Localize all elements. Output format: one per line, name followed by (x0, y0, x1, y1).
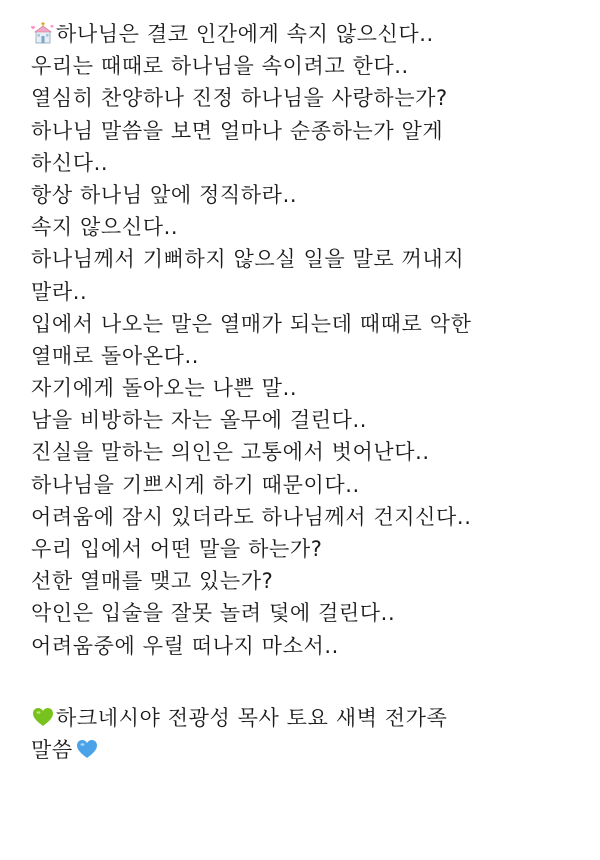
blue-heart-icon (75, 737, 99, 761)
text-line-8: 하나님께서 기뻐하지 않으실 일을 말로 꺼내지 (31, 247, 465, 272)
text-line-6: 항상 하나님 앞에 정직하라.. (31, 182, 298, 207)
credit-line-2 (31, 734, 586, 766)
note-text (31, 18, 586, 766)
text-line-5: 하신다.. (31, 150, 109, 175)
credit-line-text: 하크네시야 전광성 목사 토요 새벽 전가족 (56, 705, 448, 730)
text-line-20: 어려움중에 우릴 떠나지 마소서.. (31, 633, 339, 658)
text-line-14: 진실을 말하는 의인은 고통에서 벗어난다.. (31, 440, 430, 465)
blank-line (31, 662, 586, 702)
text-line-12: 자기에게 돌아오는 나쁜 말.. (31, 376, 298, 401)
text-line-16: 어려움에 잠시 있더라도 하나님께서 건지신다.. (31, 504, 472, 529)
text-line-4: 하나님 말씀을 보면 얼마나 순종하는가 알게 (31, 118, 444, 143)
text-line-content: 하나님은 결코 인간에게 속지 않으신다.. (56, 22, 434, 46)
text-line-1 (31, 18, 586, 50)
text-line-7: 속지 않으신다.. (31, 215, 179, 240)
credit-line-text: 말씀 (31, 737, 73, 762)
text-line-2: 우리는 때때로 하나님을 속이려고 한다.. (31, 54, 409, 79)
text-line-3: 열심히 찬양하나 진정 하나님을 사랑하는가? (31, 86, 448, 111)
text-line-15: 하나님을 기쁘시게 하기 때문이다.. (31, 472, 360, 497)
text-line-17: 우리 입에서 어떤 말을 하는가? (31, 537, 323, 561)
text-line-11: 열매로 돌아온다.. (31, 343, 200, 368)
green-heart-icon (31, 705, 55, 729)
text-line-13: 남을 비방하는 자는 올무에 걸린다.. (31, 408, 368, 433)
text-line-19: 악인은 입술을 잘못 놀려 덫에 걸린다.. (31, 601, 396, 626)
text-line-10: 입에서 나오는 말은 열매가 되는데 때때로 악한 (31, 311, 472, 336)
sermon-credit (31, 702, 586, 766)
credit-line-1 (31, 702, 586, 734)
text-line-9: 말라.. (31, 279, 88, 304)
church-icon (31, 21, 55, 45)
text-line-18: 선한 열매를 맺고 있는가? (31, 569, 274, 594)
